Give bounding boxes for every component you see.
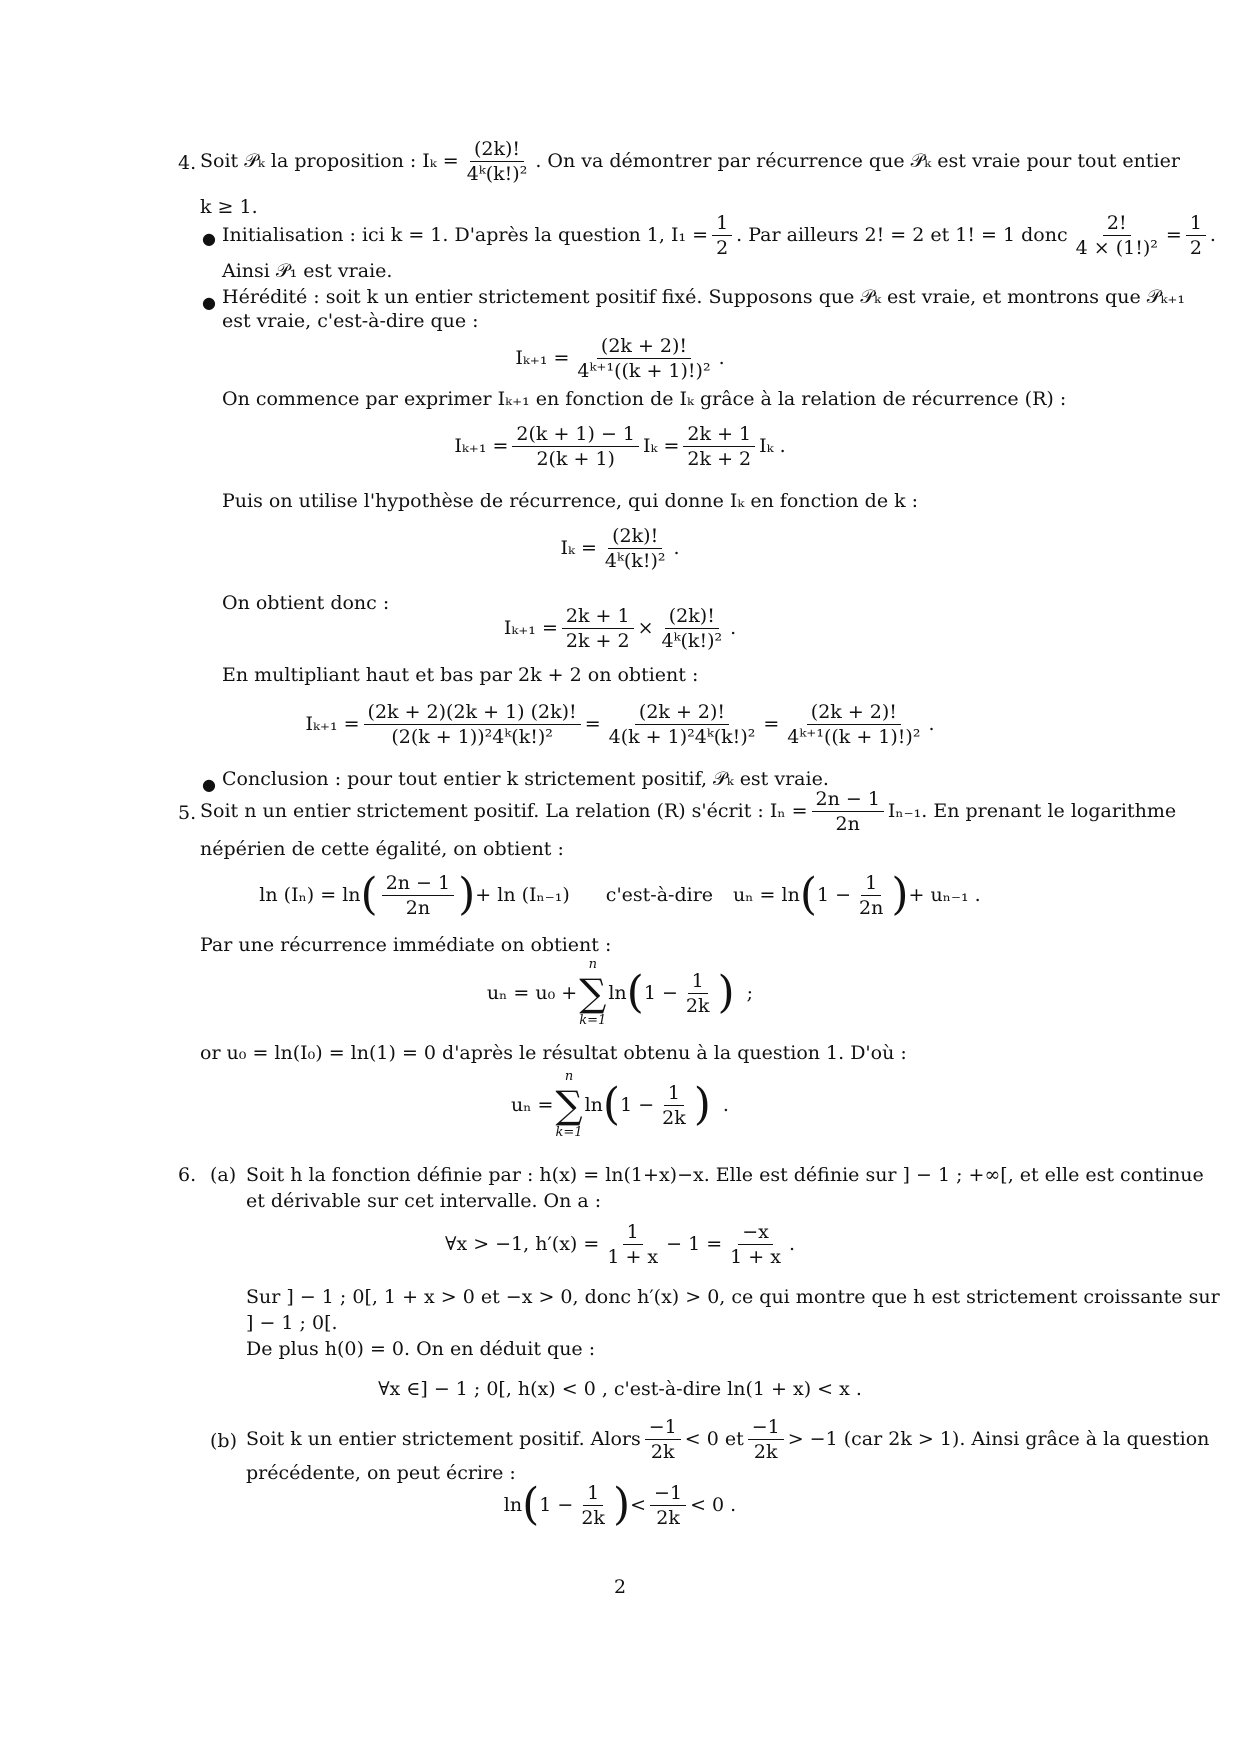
- q6-a-text2: et dérivable sur cet intervalle. On a :: [246, 1190, 602, 1212]
- q4-eq2: Iₖ₊₁ = $\frac{2(k + 1) - 1}{2(k + 1)}$ Iₖ = $\frac{2k + 1}{2k + 2}$ Iₖ .: [454, 422, 786, 470]
- bullet-icon: ●: [202, 775, 216, 794]
- q6-b-text2: précédente, on peut écrire :: [246, 1462, 516, 1484]
- q4-number: 4.: [178, 152, 197, 174]
- q4-intro: [200, 136, 1180, 186]
- q5-eq3: uₙ = n ∑ k=1 ln ( 1 − $\frac{1}{2k}$ ) .: [511, 1069, 729, 1140]
- q4-intro-c: k ≥ 1.: [200, 196, 258, 218]
- q6-b-text1: Soit k un entier strictement positif. Alors $\frac{-1}{2k}$ < 0 et $\frac{-1}{2k}$ > −1 (car 2k > 1). Ainsi grâce à la question: [246, 1415, 1210, 1463]
- q4-text2: On commence par exprimer Iₖ₊₁ en fonction de Iₖ grâce à la relation de récurrence (R) :: [222, 388, 1067, 410]
- q4-eq3: Iₖ = $\frac{(2k)!}{\text{4ᵏ(k!)²}}$ .: [560, 524, 680, 572]
- q5-number: 5.: [178, 802, 197, 824]
- q5-text2: Par une récurrence immédiate on obtient :: [200, 934, 612, 956]
- bullet-icon: ●: [202, 229, 216, 248]
- q6-b-label: (b): [210, 1430, 237, 1452]
- q4-init-frac2: $\frac{2!}{\text{4 × (1!)²}}$: [1075, 211, 1158, 259]
- q4-init-b: . Par ailleurs 2! = 2 et 1! = 1 donc: [736, 224, 1068, 246]
- q6-eq1: ∀x > −1, h′(x) = $\frac{1}{1 + x}$ − 1 = $\frac{-x}{1 + x}$ .: [444, 1220, 795, 1268]
- q5-eq2: uₙ = u₀ + n ∑ k=1 ln ( 1 − $\frac{1}{2k}$ ) ;: [486, 957, 754, 1028]
- q5-intro: Soit n un entier strictement positif. La relation (R) s'écrit : Iₙ = $\frac{2n - 1}{2n}$ Iₙ₋₁. En prenant le logarithme: [200, 787, 1177, 835]
- q4-init-frac3: $\frac{1}{2}$: [1186, 211, 1206, 260]
- q4-intro-a: Soit 𝒫ₖ la proposition : Iₖ =: [200, 150, 459, 172]
- q6-number: 6.: [178, 1164, 197, 1186]
- q6-a-text1: Soit h la fonction définie par : h(x) = ln(1+x)−x. Elle est définie sur ] − 1 ; +∞[, et elle est continue: [246, 1164, 1204, 1186]
- q4-init: [222, 210, 1216, 260]
- q5-eq1: ln (Iₙ) = ln ( $\frac{2n - 1}{2n}$ ) + ln (Iₙ₋₁) c'est-à-dire uₙ = ln ( 1 − $\frac{1}{2n}$ ) + uₙ₋₁ .: [259, 869, 981, 920]
- q4-text5: En multipliant haut et bas par 2k + 2 on obtient :: [222, 664, 699, 686]
- q4-eq5: Iₖ₊₁ = $\frac{(2k + 2)(2k + 1) (2k)!}{\text{(2(k + 1))²4ᵏ(k!)²}}$ = $\frac{(2k + 2)!}{\text{4(k + 1)²4ᵏ(k!)²}}$ = $\frac{(2k + 2)!}{\text{4ᵏ⁺¹((k + 1)!)²}}$ .: [305, 700, 935, 748]
- q6-a-text4: ] − 1 ; 0[.: [246, 1312, 338, 1334]
- q4-eq4: Iₖ₊₁ = $\frac{2k + 1}{2k + 2}$ × $\frac{(2k)!}{\text{4ᵏ(k!)²}}$ .: [503, 604, 737, 652]
- q4-hered-a: Hérédité : soit k un entier strictement positif fixé. Supposons que 𝒫ₖ est vraie, et montrons que 𝒫ₖ₊₁: [222, 286, 1186, 308]
- q4-init-a: Initialisation : ici k = 1. D'après la question 1, I₁ =: [222, 224, 709, 246]
- q4-intro-fraction: $\frac{(2k)!}{\text{4ᵏ(k!)²}}$: [466, 137, 528, 185]
- q4-init-frac1: $\frac{1}{2}$: [712, 211, 732, 260]
- q4-hered-b: est vraie, c'est-à-dire que :: [222, 310, 479, 332]
- q4-init-eq: =: [1165, 224, 1182, 246]
- sum-symbol: n ∑ k=1: [579, 957, 607, 1028]
- q6-eq2: ∀x ∈] − 1 ; 0[, h(x) < 0 , c'est-à-dire ln(1 + x) < x .: [378, 1378, 862, 1400]
- q4-text3: Puis on utilise l'hypothèse de récurrence, qui donne Iₖ en fonction de k :: [222, 490, 919, 512]
- q4-intro-b: . On va démontrer par récurrence que 𝒫ₖ est vraie pour tout entier: [535, 150, 1180, 172]
- page-number: 2: [613, 1576, 627, 1598]
- q6-a-text5: De plus h(0) = 0. On en déduit que :: [246, 1338, 596, 1360]
- q5-intro-c: népérien de cette égalité, on obtient :: [200, 838, 564, 860]
- q6-a-text3: Sur ] − 1 ; 0[, 1 + x > 0 et −x > 0, donc h′(x) > 0, ce qui montre que h est strictement croissante sur: [246, 1286, 1220, 1308]
- q4-init-c: Ainsi 𝒫₁ est vraie.: [222, 260, 393, 282]
- q4-eq1: Iₖ₊₁ = $\frac{(2k + 2)!}{\text{4ᵏ⁺¹((k + 1)!)²}}$ .: [515, 334, 725, 382]
- q4-init-dot: .: [1209, 224, 1216, 246]
- q6-eq3: ln ( 1 − $\frac{1}{2k}$ ) < $\frac{-1}{2k}$ < 0 .: [503, 1479, 737, 1530]
- q4-conclusion: Conclusion : pour tout entier k strictement positif, 𝒫ₖ est vraie.: [222, 768, 829, 790]
- q6-a-label: (a): [210, 1164, 237, 1186]
- q5-text3: or u₀ = ln(I₀) = ln(1) = 0 d'après le résultat obtenu à la question 1. D'où :: [200, 1042, 907, 1064]
- q4-text4: On obtient donc :: [222, 592, 390, 614]
- bullet-icon: ●: [202, 293, 216, 312]
